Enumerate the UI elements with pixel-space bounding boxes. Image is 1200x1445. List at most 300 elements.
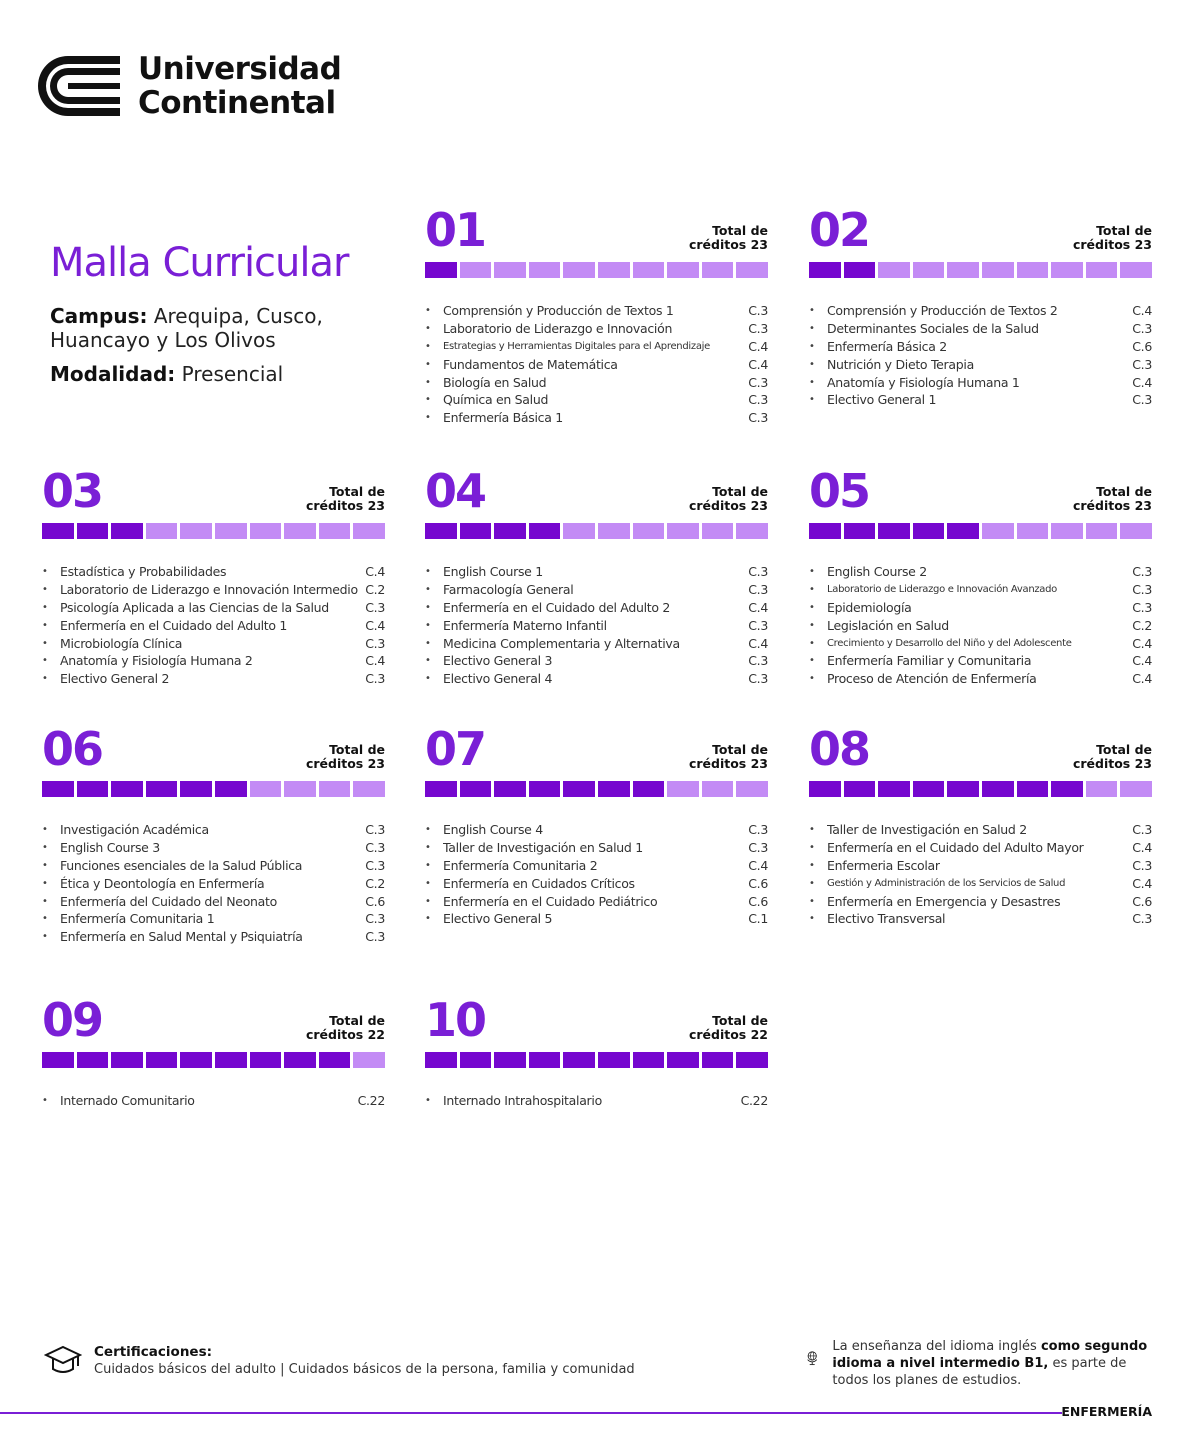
course-credits: C.3 <box>365 635 385 651</box>
course-item <box>809 857 1152 875</box>
progress-segment <box>494 523 526 539</box>
progress-segment <box>146 1052 178 1068</box>
progress-segment <box>1120 262 1152 278</box>
progress-bar <box>425 523 768 539</box>
semester-total-credits <box>306 1014 385 1042</box>
progress-segment <box>1017 781 1049 797</box>
logo-line-2: Continental <box>138 85 336 121</box>
course-credits: C.4 <box>748 857 768 873</box>
course-item <box>425 302 768 320</box>
course-credits: C.6 <box>748 875 768 891</box>
course-credits: C.3 <box>748 582 768 598</box>
progress-segment <box>1051 523 1083 539</box>
course-name: • Química en Salud <box>443 392 549 408</box>
progress-segment <box>1051 781 1083 797</box>
course-list <box>42 1092 385 1110</box>
progress-segment <box>982 262 1014 278</box>
progress-segment <box>1051 262 1083 278</box>
course-item <box>425 409 768 427</box>
course-item <box>809 634 1152 652</box>
course-credits: C.3 <box>365 822 385 838</box>
semester-header <box>809 203 1152 262</box>
progress-segment <box>913 523 945 539</box>
course-name: • Electivo General 5 <box>443 911 553 927</box>
course-credits: C.3 <box>365 929 385 945</box>
progress-segment <box>425 262 457 278</box>
lang-part-2: es parte de todos los planes de estudios. <box>832 1356 1127 1388</box>
course-item <box>42 892 385 910</box>
total-value: créditos 23 <box>305 756 385 771</box>
course-item <box>42 910 385 928</box>
course-credits: C.22 <box>357 1093 385 1109</box>
course-name: • Electivo General 2 <box>60 671 170 687</box>
course-list <box>809 302 1152 409</box>
progress-segment <box>878 523 910 539</box>
progress-segment <box>215 523 247 539</box>
semester-header <box>42 722 385 781</box>
semester-number: 01 <box>425 203 486 257</box>
course-credits: C.3 <box>1132 392 1152 408</box>
progress-segment <box>809 262 841 278</box>
course-name: • Taller de Investigación en Salud 2 <box>827 822 1027 838</box>
course-credits: C.4 <box>1132 303 1152 319</box>
course-item <box>425 652 768 670</box>
course-item <box>42 652 385 670</box>
course-item <box>425 320 768 338</box>
total-label: Total de <box>1096 742 1152 757</box>
progress-segment <box>319 1052 351 1068</box>
progress-segment <box>353 523 385 539</box>
course-name: • Nutrición y Dieto Terapia <box>827 356 974 372</box>
progress-segment <box>529 523 561 539</box>
progress-segment <box>563 1052 595 1068</box>
course-name: • English Course 3 <box>60 840 160 856</box>
course-credits: C.3 <box>1132 599 1152 615</box>
course-name: • Enfermería en el Cuidado del Adulto 1 <box>60 617 288 633</box>
progress-segment <box>353 1052 385 1068</box>
course-name: • Electivo Transversal <box>827 911 946 927</box>
course-name: • Enfermeria Escolar <box>827 857 940 873</box>
total-label: Total de <box>712 223 768 238</box>
progress-segment <box>878 262 910 278</box>
progress-segment <box>425 781 457 797</box>
course-credits: C.4 <box>748 599 768 615</box>
semester-04 <box>425 464 768 688</box>
certifications <box>44 1344 635 1378</box>
course-item <box>809 302 1152 320</box>
course-item <box>425 391 768 409</box>
course-name: • Anatomía y Fisiología Humana 2 <box>60 653 253 669</box>
progress-segment <box>529 1052 561 1068</box>
course-name: • Farmacología General <box>443 582 574 598</box>
course-name: • Enfermería Básica 2 <box>827 338 947 354</box>
semester-06 <box>42 722 385 946</box>
progress-segment <box>702 523 734 539</box>
semester-number: 07 <box>425 722 486 776</box>
progress-segment <box>563 523 595 539</box>
semester-header <box>425 464 768 523</box>
progress-segment <box>667 523 699 539</box>
career-name: ENFERMERÍA <box>1061 1404 1152 1419</box>
progress-segment <box>913 781 945 797</box>
semester-05 <box>809 464 1152 688</box>
semester-number: 06 <box>42 722 103 776</box>
semester-02 <box>809 203 1152 409</box>
progress-segment <box>598 1052 630 1068</box>
progress-segment <box>284 781 316 797</box>
campus-info <box>50 304 390 352</box>
course-credits: C.1 <box>748 911 768 927</box>
course-list <box>809 563 1152 688</box>
progress-segment <box>982 781 1014 797</box>
course-name: • Enfermería en el Cuidado del Adulto Mayor <box>827 840 1084 856</box>
total-value: créditos 23 <box>1072 498 1152 513</box>
course-name: • Estadística y Probabilidades <box>60 564 227 580</box>
course-credits: C.3 <box>1132 857 1152 873</box>
course-item <box>42 874 385 892</box>
course-name: • Laboratorio de Liderazgo e Innovación <box>443 321 673 337</box>
course-name: • Internado Intrahospitalario <box>443 1093 602 1109</box>
lang-bold: como segundo idioma a nivel intermedio B1, <box>832 1339 1148 1371</box>
course-item <box>809 910 1152 928</box>
course-credits: C.3 <box>748 840 768 856</box>
progress-segment <box>844 262 876 278</box>
course-name: • Enfermería Familiar y Comunitaria <box>827 653 1032 669</box>
progress-bar <box>425 262 768 278</box>
course-name: • Enfermería en el Cuidado Pediátrico <box>443 893 658 909</box>
progress-segment <box>598 262 630 278</box>
course-item <box>42 928 385 946</box>
course-name: • English Course 1 <box>443 564 543 580</box>
course-name: • Taller de Investigación en Salud 1 <box>443 840 643 856</box>
progress-segment <box>947 781 979 797</box>
course-credits: C.3 <box>748 321 768 337</box>
course-item <box>809 581 1152 599</box>
course-item <box>425 857 768 875</box>
course-item <box>809 355 1152 373</box>
course-name: • Enfermería en el Cuidado del Adulto 2 <box>443 599 671 615</box>
progress-segment <box>180 1052 212 1068</box>
course-name: • Medicina Complementaria y Alternativa <box>443 635 680 651</box>
course-credits: C.3 <box>1132 564 1152 580</box>
course-name: • Electivo General 3 <box>443 653 553 669</box>
cert-title: Certificaciones: <box>94 1344 213 1360</box>
globe-icon <box>806 1338 818 1378</box>
progress-segment <box>1086 523 1118 539</box>
course-item <box>42 563 385 581</box>
course-credits: C.6 <box>1132 893 1152 909</box>
total-label: Total de <box>1096 223 1152 238</box>
progress-segment <box>460 523 492 539</box>
course-credits: C.3 <box>748 617 768 633</box>
progress-segment <box>111 1052 143 1068</box>
progress-segment <box>425 1052 457 1068</box>
progress-segment <box>425 523 457 539</box>
progress-segment <box>947 523 979 539</box>
semester-total-credits <box>1073 485 1152 513</box>
progress-segment <box>42 781 74 797</box>
course-name: • Funciones esenciales de la Salud Pública <box>60 857 303 873</box>
course-item <box>425 616 768 634</box>
course-credits: C.3 <box>748 392 768 408</box>
course-item <box>809 616 1152 634</box>
progress-segment <box>736 1052 768 1068</box>
progress-segment <box>215 1052 247 1068</box>
university-logo <box>38 52 341 120</box>
course-name: • Enfermería en Salud Mental y Psiquiatría <box>60 929 303 945</box>
course-name: • English Course 2 <box>827 564 927 580</box>
progress-segment <box>77 1052 109 1068</box>
course-item <box>425 563 768 581</box>
course-list <box>42 821 385 946</box>
course-name: • Electivo General 1 <box>827 392 937 408</box>
course-item <box>425 599 768 617</box>
progress-segment <box>667 262 699 278</box>
graduation-cap-icon <box>44 1344 82 1378</box>
progress-segment <box>111 781 143 797</box>
progress-segment <box>460 262 492 278</box>
semester-number: 10 <box>425 993 486 1047</box>
progress-segment <box>1120 781 1152 797</box>
progress-segment <box>667 1052 699 1068</box>
progress-segment <box>1120 523 1152 539</box>
progress-segment <box>736 262 768 278</box>
course-list <box>425 563 768 688</box>
progress-segment <box>633 523 665 539</box>
progress-segment <box>42 1052 74 1068</box>
semester-header <box>42 993 385 1052</box>
progress-segment <box>494 781 526 797</box>
course-credits: C.3 <box>365 671 385 687</box>
course-item <box>425 355 768 373</box>
modalidad-label: Modalidad: <box>50 362 176 386</box>
course-name: • Enfermería Comunitaria 2 <box>443 857 598 873</box>
course-credits: C.4 <box>1132 374 1152 390</box>
course-name: • Comprensión y Producción de Textos 2 <box>827 303 1058 319</box>
semester-10 <box>425 993 768 1110</box>
course-credits: C.3 <box>748 671 768 687</box>
course-name: • Estrategias y Herramientas Digitales para el Aprendizaje <box>443 340 710 352</box>
cert-text: Cuidados básicos del adulto | Cuidados básicos de la persona, familia y comunidad <box>94 1362 635 1377</box>
progress-bar <box>809 523 1152 539</box>
course-item <box>425 338 768 356</box>
total-value: créditos 23 <box>688 756 768 771</box>
semester-total-credits <box>1073 224 1152 252</box>
course-name: • Anatomía y Fisiología Humana 1 <box>827 374 1020 390</box>
progress-segment <box>563 262 595 278</box>
course-credits: C.3 <box>1132 911 1152 927</box>
semester-header <box>42 464 385 523</box>
course-credits: C.4 <box>748 356 768 372</box>
progress-segment <box>250 781 282 797</box>
course-name: • Enfermería Materno Infantil <box>443 617 607 633</box>
semester-number: 05 <box>809 464 870 518</box>
progress-segment <box>633 262 665 278</box>
total-label: Total de <box>712 1013 768 1028</box>
progress-segment <box>460 1052 492 1068</box>
total-label: Total de <box>712 742 768 757</box>
total-value: créditos 22 <box>305 1027 385 1042</box>
course-item <box>809 892 1152 910</box>
course-credits: C.3 <box>748 374 768 390</box>
progress-segment <box>250 1052 282 1068</box>
progress-segment <box>460 781 492 797</box>
progress-segment <box>736 523 768 539</box>
semester-total-credits <box>689 743 768 771</box>
total-label: Total de <box>1096 484 1152 499</box>
course-credits: C.3 <box>748 303 768 319</box>
progress-segment <box>180 781 212 797</box>
course-credits: C.4 <box>1132 653 1152 669</box>
course-item <box>425 670 768 688</box>
progress-segment <box>598 523 630 539</box>
progress-segment <box>215 781 247 797</box>
course-credits: C.3 <box>748 653 768 669</box>
course-list <box>425 821 768 928</box>
logo-line-1: Universidad <box>138 51 342 87</box>
semester-number: 09 <box>42 993 103 1047</box>
course-item <box>425 581 768 599</box>
total-value: créditos 23 <box>1072 237 1152 252</box>
course-credits: C.3 <box>748 822 768 838</box>
total-label: Total de <box>329 1013 385 1028</box>
semester-number: 08 <box>809 722 870 776</box>
semester-header <box>425 722 768 781</box>
course-item <box>809 599 1152 617</box>
course-item <box>425 874 768 892</box>
semester-header <box>809 464 1152 523</box>
progress-segment <box>844 523 876 539</box>
course-list <box>425 1092 768 1110</box>
logo-wordmark <box>138 52 341 120</box>
course-credits: C.3 <box>1132 582 1152 598</box>
progress-segment <box>146 523 178 539</box>
total-label: Total de <box>712 484 768 499</box>
semester-total-credits <box>689 224 768 252</box>
course-name: • Enfermería en Cuidados Críticos <box>443 875 635 891</box>
semester-09 <box>42 993 385 1110</box>
progress-segment <box>180 523 212 539</box>
progress-segment <box>1086 262 1118 278</box>
progress-segment <box>982 523 1014 539</box>
course-credits: C.4 <box>1132 875 1152 891</box>
semester-03 <box>42 464 385 688</box>
modalidad-value: Presencial <box>181 362 284 386</box>
course-name: • English Course 4 <box>443 822 543 838</box>
course-item <box>425 634 768 652</box>
course-name: • Epidemiología <box>827 599 912 615</box>
course-credits: C.2 <box>365 582 385 598</box>
course-credits: C.6 <box>748 893 768 909</box>
semester-total-credits <box>306 485 385 513</box>
course-credits: C.3 <box>365 911 385 927</box>
language-note <box>806 1338 1166 1389</box>
progress-segment <box>809 523 841 539</box>
course-item <box>425 892 768 910</box>
total-value: créditos 22 <box>688 1027 768 1042</box>
course-item <box>42 670 385 688</box>
progress-segment <box>250 523 282 539</box>
course-name: • Ética y Deontología en Enfermería <box>60 875 265 891</box>
progress-segment <box>844 781 876 797</box>
course-credits: C.4 <box>365 653 385 669</box>
total-value: créditos 23 <box>305 498 385 513</box>
progress-bar <box>809 262 1152 278</box>
progress-segment <box>598 781 630 797</box>
progress-segment <box>529 262 561 278</box>
semester-total-credits <box>306 743 385 771</box>
course-item <box>42 1092 385 1110</box>
progress-segment <box>284 523 316 539</box>
course-item <box>809 874 1152 892</box>
course-credits: C.4 <box>1132 671 1152 687</box>
logo-mark-icon <box>38 53 124 119</box>
course-credits: C.4 <box>365 617 385 633</box>
course-item <box>42 857 385 875</box>
progress-segment <box>77 781 109 797</box>
progress-segment <box>947 262 979 278</box>
course-credits: C.2 <box>365 875 385 891</box>
total-value: créditos 23 <box>688 498 768 513</box>
progress-segment <box>146 781 178 797</box>
semester-header <box>425 993 768 1052</box>
course-item <box>425 1092 768 1110</box>
title-block <box>50 240 390 386</box>
total-label: Total de <box>329 484 385 499</box>
campus-value: Arequipa, Cusco, Huancayo y Los Olivos <box>50 304 323 352</box>
course-name: • Investigación Académica <box>60 822 209 838</box>
semester-08 <box>809 722 1152 928</box>
course-item <box>425 910 768 928</box>
progress-bar <box>42 523 385 539</box>
progress-segment <box>702 262 734 278</box>
course-item <box>42 821 385 839</box>
progress-bar <box>425 1052 768 1068</box>
course-list <box>42 563 385 688</box>
course-item <box>809 821 1152 839</box>
progress-segment <box>319 781 351 797</box>
semester-header <box>809 722 1152 781</box>
course-name: • Microbiología Clínica <box>60 635 183 651</box>
course-item <box>809 391 1152 409</box>
progress-segment <box>77 523 109 539</box>
course-credits: C.3 <box>1132 822 1152 838</box>
progress-segment <box>111 523 143 539</box>
course-item <box>42 839 385 857</box>
course-credits: C.3 <box>365 857 385 873</box>
course-credits: C.2 <box>1132 617 1152 633</box>
progress-segment <box>878 781 910 797</box>
course-credits: C.4 <box>365 564 385 580</box>
progress-bar <box>42 1052 385 1068</box>
progress-segment <box>494 1052 526 1068</box>
footer-divider <box>0 1412 1062 1414</box>
course-name: • Electivo General 4 <box>443 671 553 687</box>
progress-bar <box>809 781 1152 797</box>
total-label: Total de <box>329 742 385 757</box>
course-name: • Legislación en Salud <box>827 617 949 633</box>
course-name: • Psicología Aplicada a las Ciencias de la Salud <box>60 599 329 615</box>
semester-07 <box>425 722 768 928</box>
course-name: • Laboratorio de Liderazgo e Innovación Avanzado <box>827 584 1058 596</box>
total-value: créditos 23 <box>688 237 768 252</box>
course-name: • Gestión y Administración de los Servicios de Salud <box>827 877 1066 889</box>
course-credits: C.4 <box>748 338 768 354</box>
course-credits: C.6 <box>1132 338 1152 354</box>
progress-segment <box>667 781 699 797</box>
course-name: • Proceso de Atención de Enfermería <box>827 671 1037 687</box>
course-name: • Enfermería en Emergencia y Desastres <box>827 893 1061 909</box>
